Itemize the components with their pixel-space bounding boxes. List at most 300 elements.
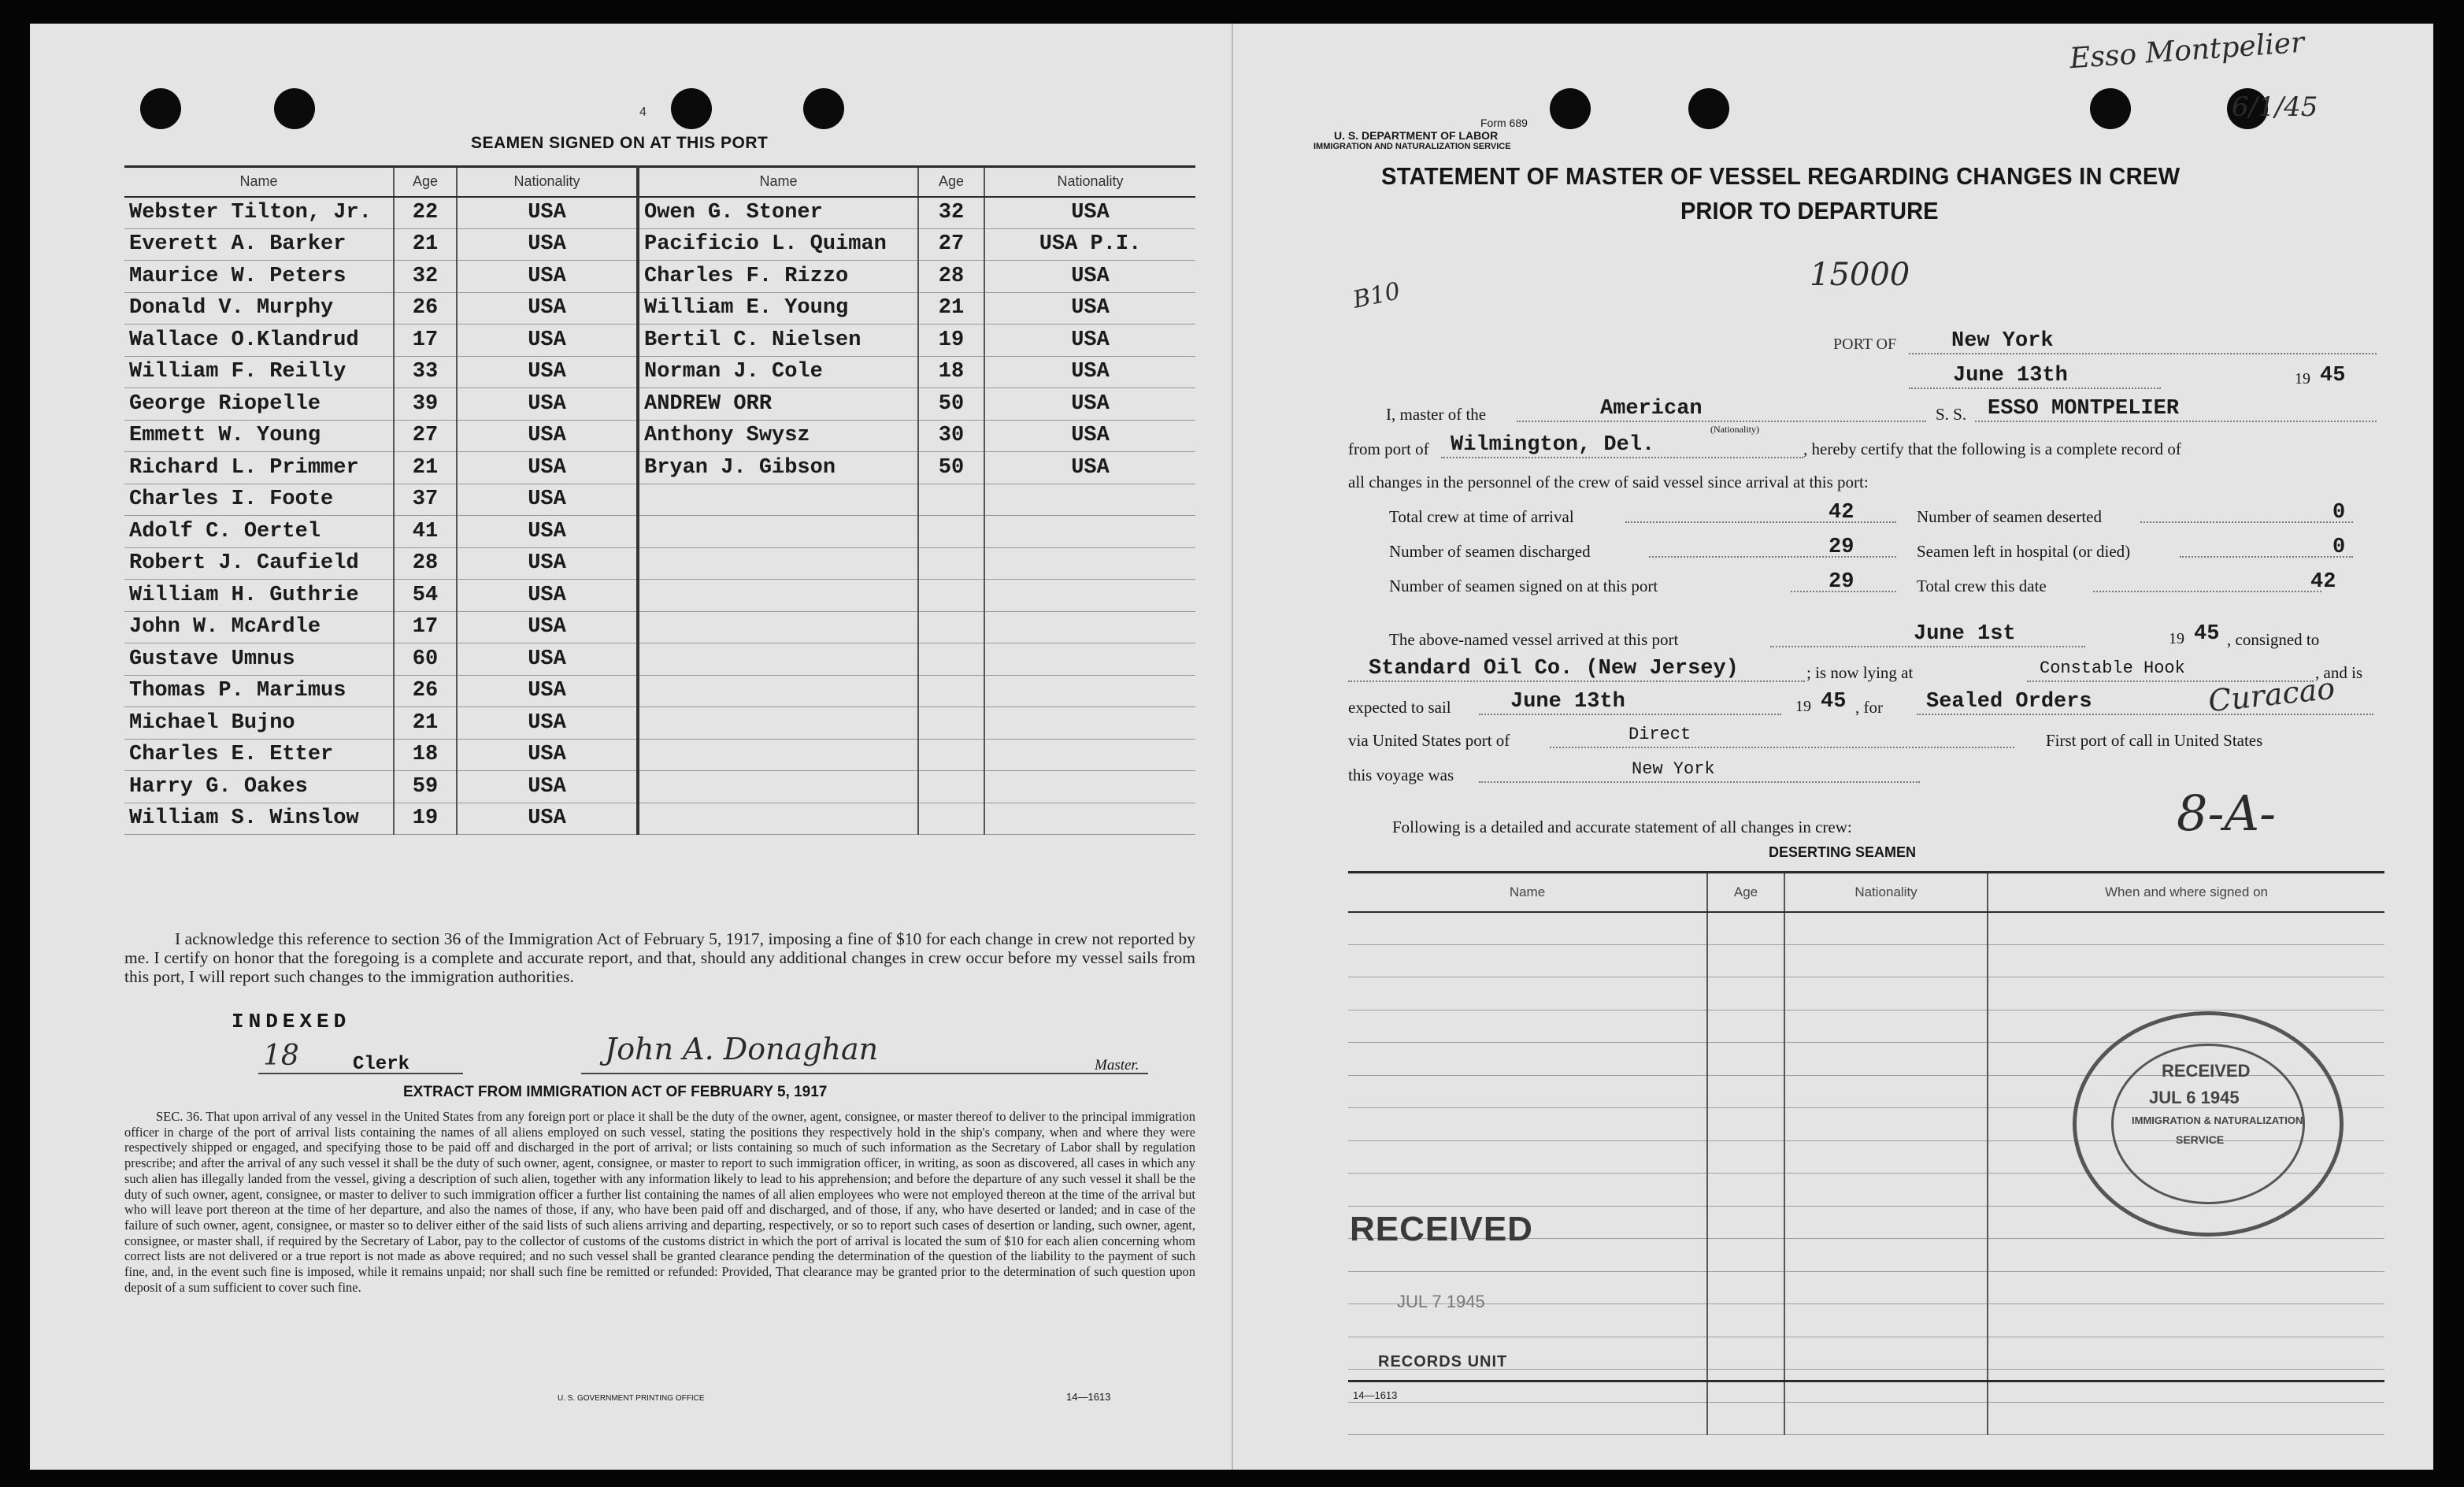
arrived-date: June 1st	[1914, 622, 2016, 646]
crew-nationality: USA	[984, 292, 1195, 324]
empty-cell	[1988, 977, 2384, 1010]
crew-age: 21	[394, 707, 457, 740]
crew-age: 17	[394, 324, 457, 357]
crew-nationality	[984, 516, 1195, 548]
consigned-label: , consigned to	[2227, 630, 2320, 649]
and-is-label: , and is	[2315, 663, 2363, 682]
lying-label: ; is now lying at	[1806, 663, 1914, 682]
crew-age	[918, 484, 984, 516]
crew-name: Webster Tilton, Jr.	[124, 197, 394, 229]
table-row	[124, 324, 1195, 357]
crew-name	[638, 516, 918, 548]
empty-cell	[1784, 1402, 1988, 1435]
empty-cell	[1988, 1271, 2384, 1304]
desert-header-nationality: Nationality	[1784, 873, 1988, 912]
empty-cell	[1707, 977, 1784, 1010]
crew-age: 32	[394, 261, 457, 293]
crew-name: Everett A. Barker	[124, 228, 394, 261]
crew-nationality: USA P.I.	[984, 228, 1195, 261]
punch-hole-icon	[671, 88, 712, 129]
empty-cell	[1784, 1337, 1988, 1370]
crew-age: 19	[394, 803, 457, 835]
certify-text: , hereby certify that the following is a complete record of	[1803, 439, 2181, 458]
crew-nationality	[984, 547, 1195, 580]
crew-name: Bertil C. Nielsen	[638, 324, 918, 357]
crew-name: Charles I. Foote	[124, 484, 394, 516]
total-now-label: Total crew this date	[1917, 577, 2047, 595]
master-label: Master.	[1095, 1057, 1139, 1074]
crew-nationality: USA	[457, 420, 638, 452]
extract-title: EXTRACT FROM IMMIGRATION ACT OF FEBRUARY 5, 1917	[403, 1084, 828, 1100]
crew-nationality: USA	[984, 356, 1195, 388]
received-round-stamp	[2073, 1011, 2344, 1237]
sail-year: 45	[1821, 690, 1847, 714]
empty-cell	[1707, 1140, 1784, 1174]
table-row	[124, 707, 1195, 740]
crew-nationality: USA	[457, 292, 638, 324]
empty-cell	[1988, 1239, 2384, 1272]
crew-age: 28	[918, 261, 984, 293]
table-row	[124, 771, 1195, 803]
crew-age: 21	[394, 452, 457, 484]
arrived-year-prefix: 19	[2169, 630, 2184, 647]
crew-age: 50	[918, 452, 984, 484]
crew-nationality: USA	[984, 420, 1195, 452]
empty-cell	[1988, 944, 2384, 977]
empty-cell	[1784, 1239, 1988, 1272]
crew-nationality	[984, 739, 1195, 771]
empty-cell	[1707, 1075, 1784, 1108]
empty-cell	[1348, 912, 1707, 945]
crew-name	[638, 580, 918, 612]
for-label: , for	[1855, 698, 1883, 717]
crew-name: Bryan J. Gibson	[638, 452, 918, 484]
header-age: Age	[918, 167, 984, 197]
crew-name	[638, 707, 918, 740]
crew-name: Maurice W. Peters	[124, 261, 394, 293]
destination-value: Sealed Orders	[1926, 690, 2092, 714]
crew-age: 50	[918, 388, 984, 421]
arrived-label: The above-named vessel arrived at this port	[1389, 630, 1679, 649]
deserted-value: 0	[2332, 501, 2346, 525]
crew-name: William S. Winslow	[124, 803, 394, 835]
received-stamp: RECEIVED	[1350, 1210, 1533, 1248]
crew-name: William H. Guthrie	[124, 580, 394, 612]
crew-nationality: USA	[457, 356, 638, 388]
crew-nationality: USA	[457, 452, 638, 484]
empty-cell	[1348, 1402, 1707, 1435]
crew-nationality: USA	[457, 261, 638, 293]
margin-mark: B10	[1351, 277, 1403, 314]
hospital-label: Seamen left in hospital (or died)	[1917, 542, 2131, 561]
table-row	[124, 580, 1195, 612]
crew-name: Donald V. Murphy	[124, 292, 394, 324]
empty-cell	[1707, 1206, 1784, 1239]
class-mark: 8-A-	[2177, 784, 2277, 842]
table-row	[124, 356, 1195, 388]
discharged-value: 29	[1829, 536, 1854, 559]
empty-cell	[1348, 1108, 1707, 1141]
deserting-title: DESERTING SEAMEN	[1769, 844, 1917, 860]
crew-name	[638, 643, 918, 676]
file-number: 15000	[1810, 257, 1910, 293]
crew-name: Charles E. Etter	[124, 739, 394, 771]
crew-nationality	[984, 803, 1195, 835]
empty-table-row	[1348, 1402, 2384, 1435]
table-row	[124, 484, 1195, 516]
clerk-label: Clerk	[353, 1054, 410, 1075]
table-row	[124, 197, 1195, 229]
empty-table-row	[1348, 1304, 2384, 1337]
empty-cell	[1784, 1271, 1988, 1304]
crew-age: 17	[394, 611, 457, 643]
crew-name: John W. McArdle	[124, 611, 394, 643]
crew-nationality	[984, 611, 1195, 643]
crew-nationality	[984, 675, 1195, 707]
crew-name: Gustave Umnus	[124, 643, 394, 676]
empty-cell	[1707, 1174, 1784, 1207]
punch-hole-icon	[803, 88, 844, 129]
crew-name	[638, 611, 918, 643]
destination-note: Curacao	[2206, 670, 2337, 719]
punch-hole-icon	[2090, 88, 2131, 129]
empty-cell	[1988, 1304, 2384, 1337]
empty-cell	[1707, 1043, 1784, 1076]
crew-nationality: USA	[984, 197, 1195, 229]
table-row	[124, 292, 1195, 324]
stamp-date: JUL 6 1945	[2149, 1088, 2240, 1107]
empty-cell	[1784, 1043, 1988, 1076]
desert-header-age: Age	[1707, 873, 1784, 912]
crew-nationality: USA	[457, 547, 638, 580]
crew-name: Richard L. Primmer	[124, 452, 394, 484]
empty-cell	[1988, 1370, 2384, 1403]
clerk-line	[258, 1073, 463, 1074]
header-name: Name	[638, 167, 918, 197]
table-row	[124, 803, 1195, 835]
punch-hole-icon	[1688, 88, 1729, 129]
nationality-value: American	[1600, 397, 1703, 421]
arrived-year: 45	[2194, 622, 2220, 646]
vessel-name: ESSO MONTPELIER	[1988, 397, 2180, 421]
sail-date: June 13th	[1510, 690, 1625, 714]
hospital-value: 0	[2332, 536, 2346, 559]
deserted-label: Number of seamen deserted	[1917, 507, 2102, 526]
year-prefix: 19	[2295, 370, 2310, 388]
empty-cell	[1348, 1043, 1707, 1076]
form-title-line2: PRIOR TO DEPARTURE	[1680, 197, 1939, 224]
following-text: Following is a detailed and accurate statement of all changes in crew:	[1392, 818, 1852, 836]
records-unit: RECORDS UNIT	[1378, 1353, 1508, 1370]
corner-note: Esso Montpelier	[2068, 26, 2306, 76]
first-port-label: First port of call in United States	[2046, 731, 2263, 750]
crew-name: Norman J. Cole	[638, 356, 918, 388]
crew-name: ANDREW ORR	[638, 388, 918, 421]
crew-name: William F. Reilly	[124, 356, 394, 388]
crew-name	[638, 803, 918, 835]
port-value: New York	[1951, 329, 2054, 353]
crew-age: 26	[394, 675, 457, 707]
all-changes-text: all changes in the personnel of the crew of said vessel since arrival at this port:	[1348, 473, 1869, 491]
crew-age	[918, 516, 984, 548]
crew-age	[918, 547, 984, 580]
signature-line	[581, 1073, 1148, 1074]
empty-cell	[1784, 977, 1988, 1010]
crew-name: Adolf C. Oertel	[124, 516, 394, 548]
crew-nationality: USA	[984, 388, 1195, 421]
crew-age: 32	[918, 197, 984, 229]
empty-cell	[1707, 1337, 1784, 1370]
table-row	[124, 261, 1195, 293]
crew-name	[638, 675, 918, 707]
form-code-right: 14—1613	[1353, 1389, 1398, 1401]
form-number: Form 689	[1480, 117, 1528, 129]
crew-nationality	[984, 707, 1195, 740]
empty-cell	[1348, 1370, 1707, 1403]
crew-age	[918, 771, 984, 803]
empty-cell	[1784, 1174, 1988, 1207]
empty-cell	[1707, 1271, 1784, 1304]
crew-table	[124, 165, 1195, 835]
crew-nationality: USA	[457, 771, 638, 803]
crew-age	[918, 643, 984, 676]
crew-age	[918, 739, 984, 771]
empty-cell	[1988, 1337, 2384, 1370]
empty-cell	[1348, 1140, 1707, 1174]
extract-text: SEC. 36. That upon arrival of any vessel in the United States from any foreign port or place it shall be the duty of the owner, agent, consignee, or master thereof to deliver to the principal immigration officer in charge of the port of arrival lists containing the names of all aliens employed on such vessel, stating the positions they respectively hold in the ship's company, when and where they were respectively shipped or engaged, and specifying those to be paid off and discharged in the port of arrival; or lists containing so much of such information as the Secretary of Labor shall by regulation prescribe; and after the arrival of any such vessel it shall be the duty of such owner, agent, consignee, or master to report to such immigration officer, in writing, as soon as discovered, all cases in which any such alien has illegally landed from the vessel, giving a description of such alien, together with any information likely to lead to his apprehension; and before the departure of any such vessel it shall be the duty of such owner, agent, consignee, or master to deliver to such immigration officer a further list containing the names of all alien employees who were not employed thereon at the time of the arrival but who will leave port thereon at the time of her departure, and also the names of those, if any, who have been paid off and discharged, and of those, if any, who have deserted or landed; and in case of the failure of such owner, agent, consignee, or master so to deliver either of the said lists of such aliens arriving and departing, respectively, or so to report such cases of desertion or landing, such owner, agent, consignee, or master shall, if required by the Secretary of Labor, pay to the collector of customs of the customs district in which the port of arrival is located the sum of $10 for each alien concerning whom correct lists are not delivered or a true report is not made as above required; and no such vessel shall be granted clearance pending the determination of the question of the liability to the payment of such fine, and, in the event such fine is imposed, while it remains unpaid; nor shall such fine be remitted or refunded: Provided, That clearance may be granted prior to the determination of such question upon deposit of a sum sufficient to cover such fine.	[124, 1109, 1195, 1295]
crew-nationality: USA	[457, 739, 638, 771]
voyage-label: this voyage was	[1348, 766, 1454, 784]
crew-nationality: USA	[457, 484, 638, 516]
crew-nationality: USA	[457, 516, 638, 548]
crew-name: Charles F. Rizzo	[638, 261, 918, 293]
empty-cell	[1707, 1304, 1784, 1337]
punch-hole-icon	[1550, 88, 1591, 129]
crew-name: Thomas P. Marimus	[124, 675, 394, 707]
crew-age: 18	[918, 356, 984, 388]
table-row	[124, 420, 1195, 452]
crew-age: 18	[394, 739, 457, 771]
empty-cell	[1707, 1239, 1784, 1272]
total-crew-label: Total crew at time of arrival	[1389, 507, 1574, 526]
crew-nationality: USA	[984, 261, 1195, 293]
crew-name: Anthony Swysz	[638, 420, 918, 452]
crew-nationality: USA	[457, 803, 638, 835]
table-row	[124, 547, 1195, 580]
crew-age	[918, 675, 984, 707]
crew-name: George Riopelle	[124, 388, 394, 421]
discharged-label: Number of seamen discharged	[1389, 542, 1591, 561]
table-row	[124, 452, 1195, 484]
empty-table-row	[1348, 1271, 2384, 1304]
crew-age	[918, 803, 984, 835]
department: U. S. DEPARTMENT OF LABOR	[1334, 129, 1499, 142]
crew-age: 30	[918, 420, 984, 452]
total-crew-value: 42	[1829, 501, 1854, 525]
page-number: 4	[639, 106, 647, 119]
crew-age: 54	[394, 580, 457, 612]
received-date: JUL 7 1945	[1397, 1292, 1485, 1311]
desert-header-name: Name	[1348, 873, 1707, 912]
crew-nationality: USA	[457, 675, 638, 707]
header-nationality: Nationality	[984, 167, 1195, 197]
desert-header-when: When and where signed on	[1988, 873, 2384, 912]
header-name: Name	[124, 167, 394, 197]
crew-age: 59	[394, 771, 457, 803]
crew-age	[918, 611, 984, 643]
bottom-rule	[1348, 1380, 2384, 1382]
date-value: June 13th	[1953, 364, 2068, 388]
empty-cell	[1707, 912, 1784, 945]
empty-cell	[1707, 1402, 1784, 1435]
service: IMMIGRATION AND NATURALIZATION SERVICE	[1314, 142, 1511, 151]
empty-table-row	[1348, 912, 2384, 945]
crew-age: 37	[394, 484, 457, 516]
empty-cell	[1707, 1370, 1784, 1403]
crew-name	[638, 771, 918, 803]
lying-value: Constable Hook	[2040, 658, 2185, 678]
crew-age: 28	[394, 547, 457, 580]
crew-name: Harry G. Oakes	[124, 771, 394, 803]
from-port-value: Wilmington, Del.	[1451, 433, 1655, 457]
crew-name: William E. Young	[638, 292, 918, 324]
empty-cell	[1348, 944, 1707, 977]
crew-age: 27	[394, 420, 457, 452]
empty-cell	[1707, 1108, 1784, 1141]
crew-name: Robert J. Caufield	[124, 547, 394, 580]
table-row	[124, 611, 1195, 643]
crew-name: Wallace O.Klandrud	[124, 324, 394, 357]
from-port-label: from port of	[1348, 439, 1429, 458]
empty-cell	[1988, 912, 2384, 945]
crew-age: 26	[394, 292, 457, 324]
empty-cell	[1784, 1370, 1988, 1403]
punch-hole-icon	[274, 88, 315, 129]
crew-age: 33	[394, 356, 457, 388]
sail-year-prefix: 19	[1795, 698, 1811, 715]
crew-nationality	[984, 484, 1195, 516]
empty-cell	[1784, 1206, 1988, 1239]
crew-name: Owen G. Stoner	[638, 197, 918, 229]
crew-nationality	[984, 580, 1195, 612]
empty-cell	[1348, 1174, 1707, 1207]
crew-age: 41	[394, 516, 457, 548]
form-title: STATEMENT OF MASTER OF VESSEL REGARDING CHANGES IN CREW	[1381, 162, 2181, 190]
empty-cell	[1784, 1304, 1988, 1337]
clerk-initials: 18	[263, 1040, 299, 1072]
stamp-line1: RECEIVED	[2162, 1061, 2251, 1081]
empty-cell	[1784, 1108, 1988, 1141]
crew-name	[638, 739, 918, 771]
document-sheet	[30, 24, 2433, 1470]
page-fold	[1232, 24, 1233, 1470]
empty-cell	[1784, 1140, 1988, 1174]
header-age: Age	[394, 167, 457, 197]
first-port-value: New York	[1632, 759, 1715, 779]
table-row	[124, 228, 1195, 261]
crew-age: 19	[918, 324, 984, 357]
crew-age: 22	[394, 197, 457, 229]
crew-name: Pacificio L. Quiman	[638, 228, 918, 261]
form-code-left: 14—1613	[1066, 1391, 1111, 1403]
empty-cell	[1348, 977, 1707, 1010]
crew-age: 27	[918, 228, 984, 261]
crew-name: Michael Bujno	[124, 707, 394, 740]
empty-table-row	[1348, 1370, 2384, 1403]
crew-nationality	[984, 771, 1195, 803]
crew-age: 21	[394, 228, 457, 261]
port-label: PORT OF	[1833, 336, 1897, 353]
empty-cell	[1707, 944, 1784, 977]
table-row	[124, 675, 1195, 707]
crew-name	[638, 547, 918, 580]
crew-name	[638, 484, 918, 516]
table-row	[124, 739, 1195, 771]
empty-cell	[1784, 1010, 1988, 1043]
punch-hole-icon	[140, 88, 181, 129]
stamp-line3: IMMIGRATION & NATURALIZATION	[2132, 1114, 2303, 1126]
crew-nationality: USA	[457, 707, 638, 740]
crew-nationality: USA	[457, 388, 638, 421]
corner-number: 6/1/45	[2232, 91, 2318, 123]
signed-on-label: Number of seamen signed on at this port	[1389, 577, 1658, 595]
year-value: 45	[2320, 364, 2346, 388]
master-of-label: I, master of the	[1386, 405, 1487, 424]
indexed-stamp: INDEXED	[232, 1010, 351, 1033]
crew-nationality: USA	[457, 324, 638, 357]
table-row	[124, 516, 1195, 548]
empty-cell	[1707, 1010, 1784, 1043]
total-now-value: 42	[2310, 570, 2336, 594]
crew-nationality: USA	[984, 452, 1195, 484]
expected-label: expected to sail	[1348, 698, 1451, 717]
empty-cell	[1348, 1075, 1707, 1108]
empty-cell	[1348, 1010, 1707, 1043]
section-title: SEAMEN SIGNED ON AT THIS PORT	[471, 134, 769, 152]
crew-nationality: USA	[984, 324, 1195, 357]
crew-age	[918, 707, 984, 740]
crew-nationality: USA	[457, 643, 638, 676]
header-nationality: Nationality	[457, 167, 638, 197]
crew-age: 39	[394, 388, 457, 421]
stamp-line4: SERVICE	[2176, 1133, 2225, 1146]
crew-nationality	[984, 643, 1195, 676]
via-label: via United States port of	[1348, 731, 1510, 750]
empty-table-row	[1348, 944, 2384, 977]
table-row	[124, 643, 1195, 676]
table-row	[124, 388, 1195, 421]
crew-age	[918, 580, 984, 612]
empty-cell	[1784, 1075, 1988, 1108]
crew-nationality: USA	[457, 611, 638, 643]
signed-on-value: 29	[1829, 570, 1854, 594]
master-signature: John A. Donaghan	[605, 1032, 879, 1066]
ss-label: S. S.	[1936, 405, 1967, 424]
crew-nationality: USA	[457, 197, 638, 229]
via-value: Direct	[1628, 725, 1691, 744]
consignee-value: Standard Oil Co. (New Jersey)	[1369, 657, 1739, 680]
empty-cell	[1988, 1402, 2384, 1435]
printer-imprint: U. S. GOVERNMENT PRINTING OFFICE	[558, 1394, 705, 1403]
crew-nationality: USA	[457, 580, 638, 612]
crew-name: Emmett W. Young	[124, 420, 394, 452]
crew-nationality: USA	[457, 228, 638, 261]
empty-cell	[1784, 944, 1988, 977]
crew-age: 21	[918, 292, 984, 324]
crew-age: 60	[394, 643, 457, 676]
nationality-label: (Nationality)	[1710, 424, 1759, 435]
acknowledgement-text: I acknowledge this reference to section 36 of the Immigration Act of February 5, 1917, imposing a fine of $10 for each change in crew not reported by me. I certify on honor that the foregoing is a complete and accurate report, and that, should any additional changes in crew occur before my vessel sails from this port, I will report such changes to the immigration authorities.	[124, 929, 1195, 986]
